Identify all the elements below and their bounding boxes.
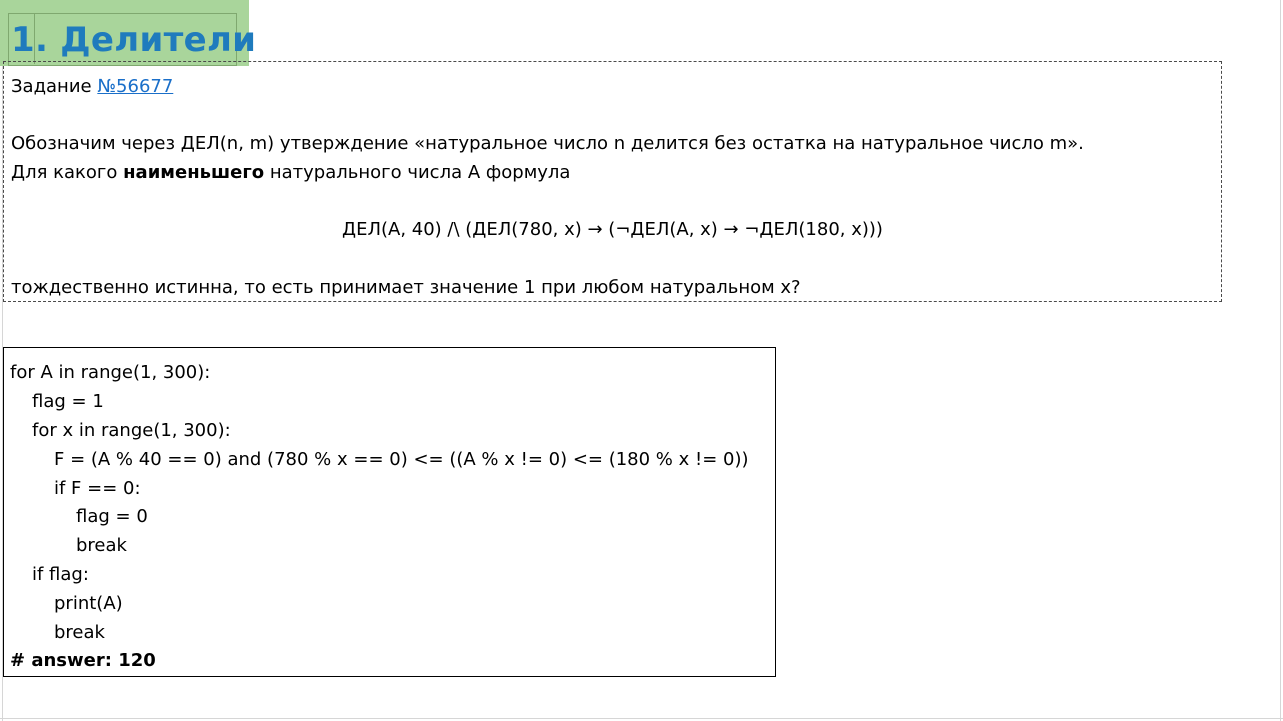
slide-edge-right (1280, 0, 1281, 721)
task-question (11, 162, 570, 184)
task-question-bold: наименьшего (123, 162, 265, 183)
task-label: Задание (11, 76, 98, 97)
code-line: if flag: (32, 564, 89, 585)
task-condition: тождественно истинна, то есть принимает значение 1 при любом натуральном x? (11, 277, 801, 298)
task-link[interactable]: №56677 (97, 76, 174, 97)
task-question-suffix: натурального числа А формула (264, 162, 571, 183)
page-title[interactable]: 1. Делители (11, 20, 257, 60)
code-line: flag = 0 (76, 506, 148, 527)
code-answer-comment: # answer: 120 (10, 650, 156, 671)
task-question-prefix: Для какого (11, 162, 124, 183)
task-header (11, 76, 173, 98)
code-line: print(A) (54, 593, 123, 614)
task-formula: ДЕЛ(A, 40) /\ (ДЕЛ(780, x) → (¬ДЕЛ(A, x) → ¬ДЕЛ(180, x))) (342, 219, 883, 240)
code-line: if F == 0: (54, 478, 141, 499)
task-box[interactable] (3, 61, 1222, 302)
task-definition: Обозначим через ДЕЛ(n, m) утверждение «натуральное число n делится без остатка на натуральное число m». (11, 133, 1084, 154)
code-box[interactable] (3, 347, 776, 677)
code-line: for x in range(1, 300): (32, 420, 231, 441)
slide-edge-bottom (0, 718, 1283, 719)
code-line: flag = 1 (32, 391, 104, 412)
code-line: for A in range(1, 300): (10, 362, 211, 383)
title-block (0, 0, 257, 66)
code-line: break (76, 535, 127, 556)
code-line: break (54, 622, 105, 643)
code-line: F = (A % 40 == 0) and (780 % x == 0) <= ((A % x != 0) <= (180 % x != 0)) (54, 449, 749, 470)
